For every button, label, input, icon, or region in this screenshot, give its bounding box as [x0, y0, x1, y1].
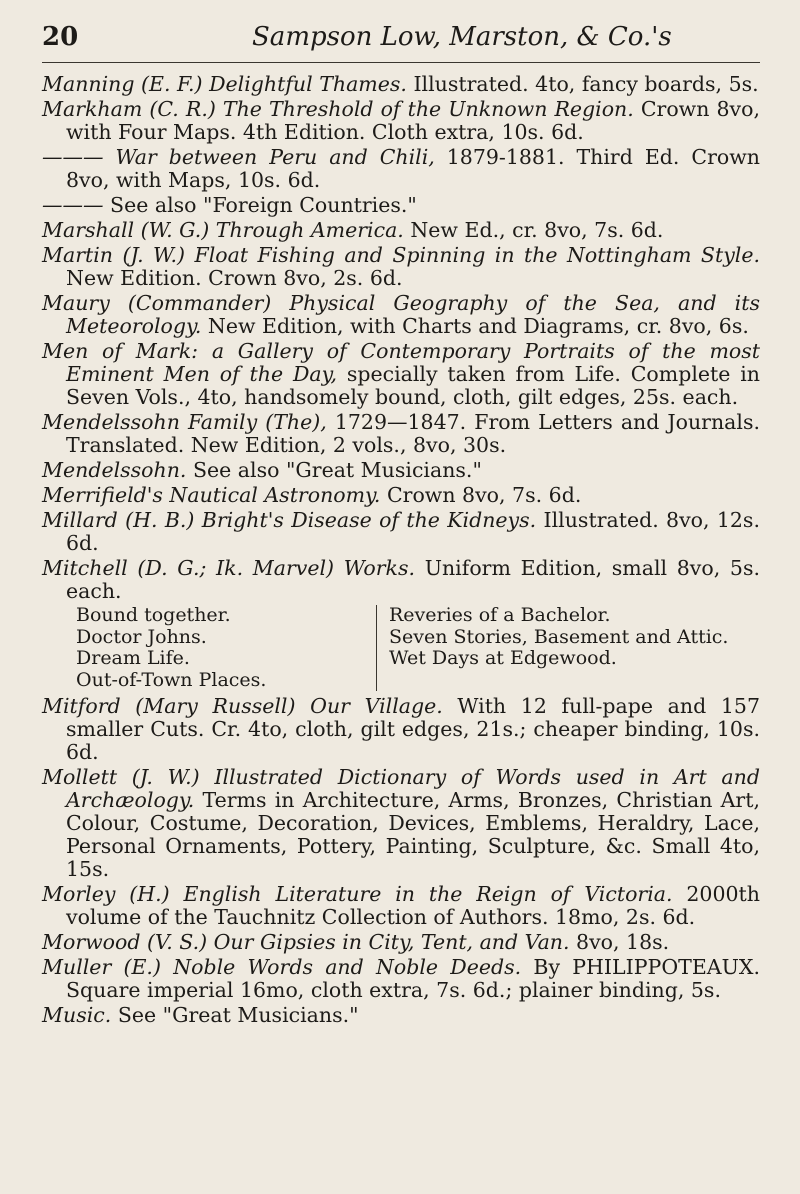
catalogue-entry-millard	[42, 509, 760, 555]
entry-title: a Gallery of Contemporary Portraits of the most Eminent Men of the Day,	[66, 339, 760, 386]
catalogue-entry-markham	[42, 98, 760, 144]
entry-author: Morwood (V. S.)	[42, 930, 208, 954]
entry-author: Mitford (Mary Russell)	[42, 694, 296, 718]
works-right-column	[376, 605, 728, 691]
page-header	[42, 22, 760, 63]
catalogue-entry-mitchell	[42, 557, 760, 603]
running-head: Sampson Low, Marston, & Co.'s	[252, 22, 672, 52]
entry-title: Works.	[343, 556, 416, 580]
entry-details: specially taken from Life. Complete in Seven Vols., 4to, handsomely bound, cloth, gilt edges, 25s. each.	[66, 362, 760, 409]
catalogue-entry-mitford	[42, 695, 760, 764]
entry-author: Millard (H. B.)	[42, 508, 195, 532]
entry-author: Martin (J. W.)	[42, 243, 186, 267]
entry-author: Manning (E. F.)	[42, 72, 203, 96]
entry-details: See also "Foreign Countries."	[110, 193, 417, 217]
entry-author: Markham (C. R.)	[42, 97, 216, 121]
catalogue-entry-mendelssohn-family	[42, 411, 760, 457]
catalogue-entries-continued	[42, 695, 760, 1027]
entry-author: Morley (H.)	[42, 882, 170, 906]
catalogue-entry-maury	[42, 292, 760, 338]
entry-author: Mitchell (D. G.; Ik. Marvel)	[42, 556, 335, 580]
work-title: Reveries of a Bachelor.	[389, 604, 611, 626]
work-title: Bound together.	[76, 604, 231, 626]
entry-title: War between Peru and Chili,	[115, 145, 435, 169]
entry-author: Mollett (J. W.)	[42, 765, 200, 789]
entry-title: Physical Geography of the Sea, and its Meteorology.	[66, 291, 760, 338]
entry-details: Illustrated. 8vo, 12s. 6d.	[66, 508, 760, 555]
entry-details: See "Great Musicians."	[117, 1003, 359, 1027]
entry-author: Mendelssohn Family	[42, 410, 258, 434]
entry-title: Delightful Thames.	[209, 72, 407, 96]
entry-author: Music.	[42, 1003, 112, 1027]
entry-title: Our Village.	[310, 694, 443, 718]
catalogue-entry-martin	[42, 244, 760, 290]
entry-details: 1879-1881. Third Ed. Crown 8vo, with Maps, 10s. 6d.	[66, 145, 760, 192]
entry-author: Maury (Commander)	[42, 291, 272, 315]
entry-title: (The),	[265, 410, 327, 434]
work-title: Dream Life.	[76, 647, 190, 669]
entry-details: New Ed., cr. 8vo, 7s. 6d.	[410, 218, 664, 242]
catalogue-entry-muller	[42, 956, 760, 1002]
catalogue-entry-manning	[42, 73, 760, 96]
entry-details: Terms in Architecture, Arms, Bronzes, Christian Art, Colour, Costume, Decoration, Devices, Emblems, Heraldry, Lace, Personal Ornaments, Pottery, Painting, Sculpture, &c. Small 4to, 15s.	[66, 788, 760, 881]
work-title: Out-of-Town Places.	[76, 668, 267, 691]
entry-details: Crown 8vo, with Four Maps. 4th Edition. Cloth extra, 10s. 6d.	[66, 97, 760, 144]
entry-author: Men of Mark:	[42, 339, 199, 363]
entry-details: By PHILIPPOTEAUX. Square imperial 16mo, cloth extra, 7s. 6d.; plainer binding, 5s.	[66, 955, 760, 1002]
catalogue-entry-morley	[42, 883, 760, 929]
catalogue-entries	[42, 73, 760, 603]
work-title: Seven Stories, Basement and Attic.	[389, 625, 729, 648]
catalogue-entry-men-of-mark	[42, 340, 760, 409]
entry-title: English Literature in the Reign of Victoria.	[183, 882, 673, 906]
entry-author: Muller (E.)	[42, 955, 161, 979]
work-title: Wet Days at Edgewood.	[389, 647, 617, 669]
catalogue-entry-music	[42, 1004, 760, 1027]
entry-details: With 12 full-pape and 157 smaller Cuts. Cr. 4to, cloth, gilt edges, 21s.; cheaper binding, 10s. 6d.	[66, 694, 760, 764]
entry-author: ———	[42, 193, 104, 217]
entry-details: 8vo, 18s.	[576, 930, 670, 954]
entry-title: Bright's Disease of the Kidneys.	[201, 508, 537, 532]
entry-author: Mendelssohn.	[42, 458, 187, 482]
catalogue-entry-mendelssohn	[42, 459, 760, 482]
entry-title: Through America.	[215, 218, 404, 242]
entry-title: The Threshold of the Unknown Region.	[222, 97, 634, 121]
catalogue-entry-marshall	[42, 219, 760, 242]
entry-title: Noble Words and Noble Deeds.	[173, 955, 522, 979]
work-title: Doctor Johns.	[76, 625, 207, 648]
page-number: 20	[42, 22, 79, 52]
entry-details: See also "Great Musicians."	[192, 458, 482, 482]
entry-author: Merrifield's Nautical Astronomy.	[42, 483, 381, 507]
catalogue-entry-markham-war	[42, 146, 760, 192]
entry-author: Marshall (W. G.)	[42, 218, 210, 242]
mitchell-works-list	[76, 605, 760, 691]
works-left-column	[76, 605, 376, 691]
entry-author: ———	[42, 145, 104, 169]
entry-title: Float Fishing and Spinning in the Nottingham Style.	[194, 243, 760, 267]
entry-details: Crown 8vo, 7s. 6d.	[386, 483, 582, 507]
entry-details: Illustrated. 4to, fancy boards, 5s.	[413, 72, 759, 96]
entry-details: Uniform Edition, small 8vo, 5s. each.	[66, 556, 760, 603]
entry-title: Illustrated Dictionary of Words used in Art and Archæology.	[66, 765, 760, 812]
catalogue-entry-mollett	[42, 766, 760, 881]
entry-details: New Edition, with Charts and Diagrams, cr. 8vo, 6s.	[207, 314, 749, 338]
catalogue-entry-morwood	[42, 931, 760, 954]
catalogue-entry-markham-see	[42, 194, 760, 217]
entry-details: 2000th volume of the Tauchnitz Collection of Authors. 18mo, 2s. 6d.	[66, 882, 760, 929]
catalogue-entry-merrifield	[42, 484, 760, 507]
entry-details: New Edition. Crown 8vo, 2s. 6d.	[66, 266, 403, 290]
entry-details: 1729—1847. From Letters and Journals. Translated. New Edition, 2 vols., 8vo, 30s.	[66, 410, 760, 457]
entry-title: Our Gipsies in City, Tent, and Van.	[213, 930, 570, 954]
